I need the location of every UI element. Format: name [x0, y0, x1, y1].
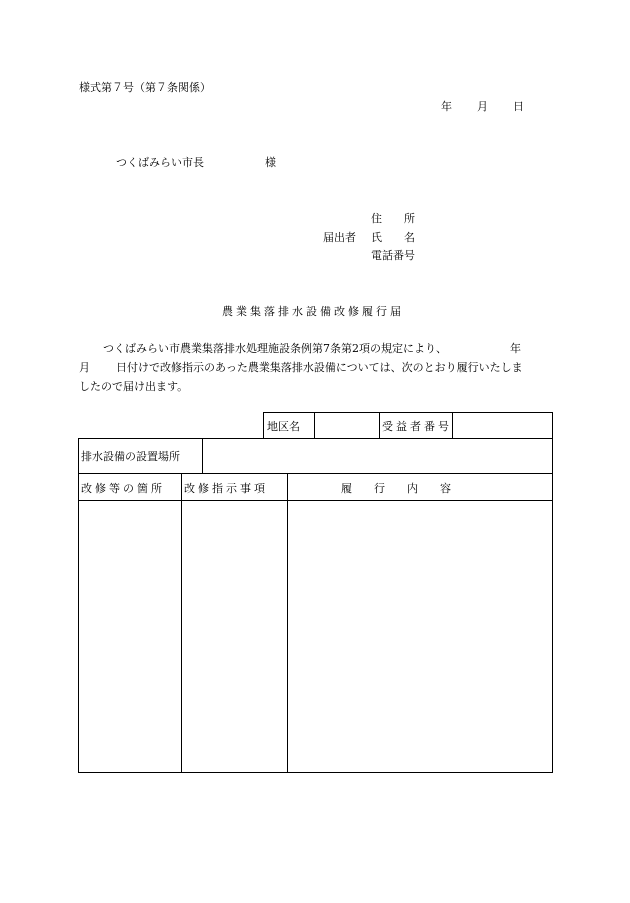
installation-location-label: 排水設備の設置場所	[81, 450, 180, 463]
beneficiary-number-value-cell[interactable]	[453, 413, 551, 438]
district-label: 地区名	[267, 420, 300, 433]
body-line-1-year: 年	[510, 342, 521, 355]
body-line-2: 日付けで改修指示のあった農業集落排水設備については、次のとおり履行いたしま	[116, 361, 523, 374]
addressee-honorific: 様	[265, 156, 276, 169]
beneficiary-number-label: 受益者番号	[382, 420, 452, 433]
date-day-label: 日	[513, 100, 524, 113]
applicant-role-label: 届出者	[323, 231, 356, 244]
form-number: 様式第７号（第７条関係）	[79, 81, 211, 94]
address-label: 住 所	[371, 212, 415, 225]
district-value-cell[interactable]	[315, 413, 378, 438]
phone-label: 電話番号	[371, 249, 415, 262]
column-header-performance: 履 行 内 容	[341, 482, 451, 495]
date-month-label: 月	[477, 100, 488, 113]
column-header-location: 改修等の箇所	[81, 482, 165, 495]
name-label: 氏 名	[371, 231, 415, 244]
body-line-3: したので届け出ます。	[79, 380, 189, 393]
location-entry-cell[interactable]	[79, 501, 180, 772]
instruction-entry-cell[interactable]	[182, 501, 286, 772]
document-title: 農業集落排水設備改修履行届	[222, 305, 404, 318]
performance-entry-cell[interactable]	[288, 501, 551, 772]
installation-location-value-cell[interactable]	[203, 439, 551, 472]
body-line-1: つくばみらい市農業集落排水処理施設条例第7条第2項の規定により、	[103, 342, 447, 355]
date-year-label: 年	[441, 100, 452, 113]
column-header-instruction: 改修指示事項	[184, 482, 268, 495]
body-line-2-month: 月	[79, 361, 90, 374]
addressee-name: つくばみらい市長	[116, 156, 204, 169]
